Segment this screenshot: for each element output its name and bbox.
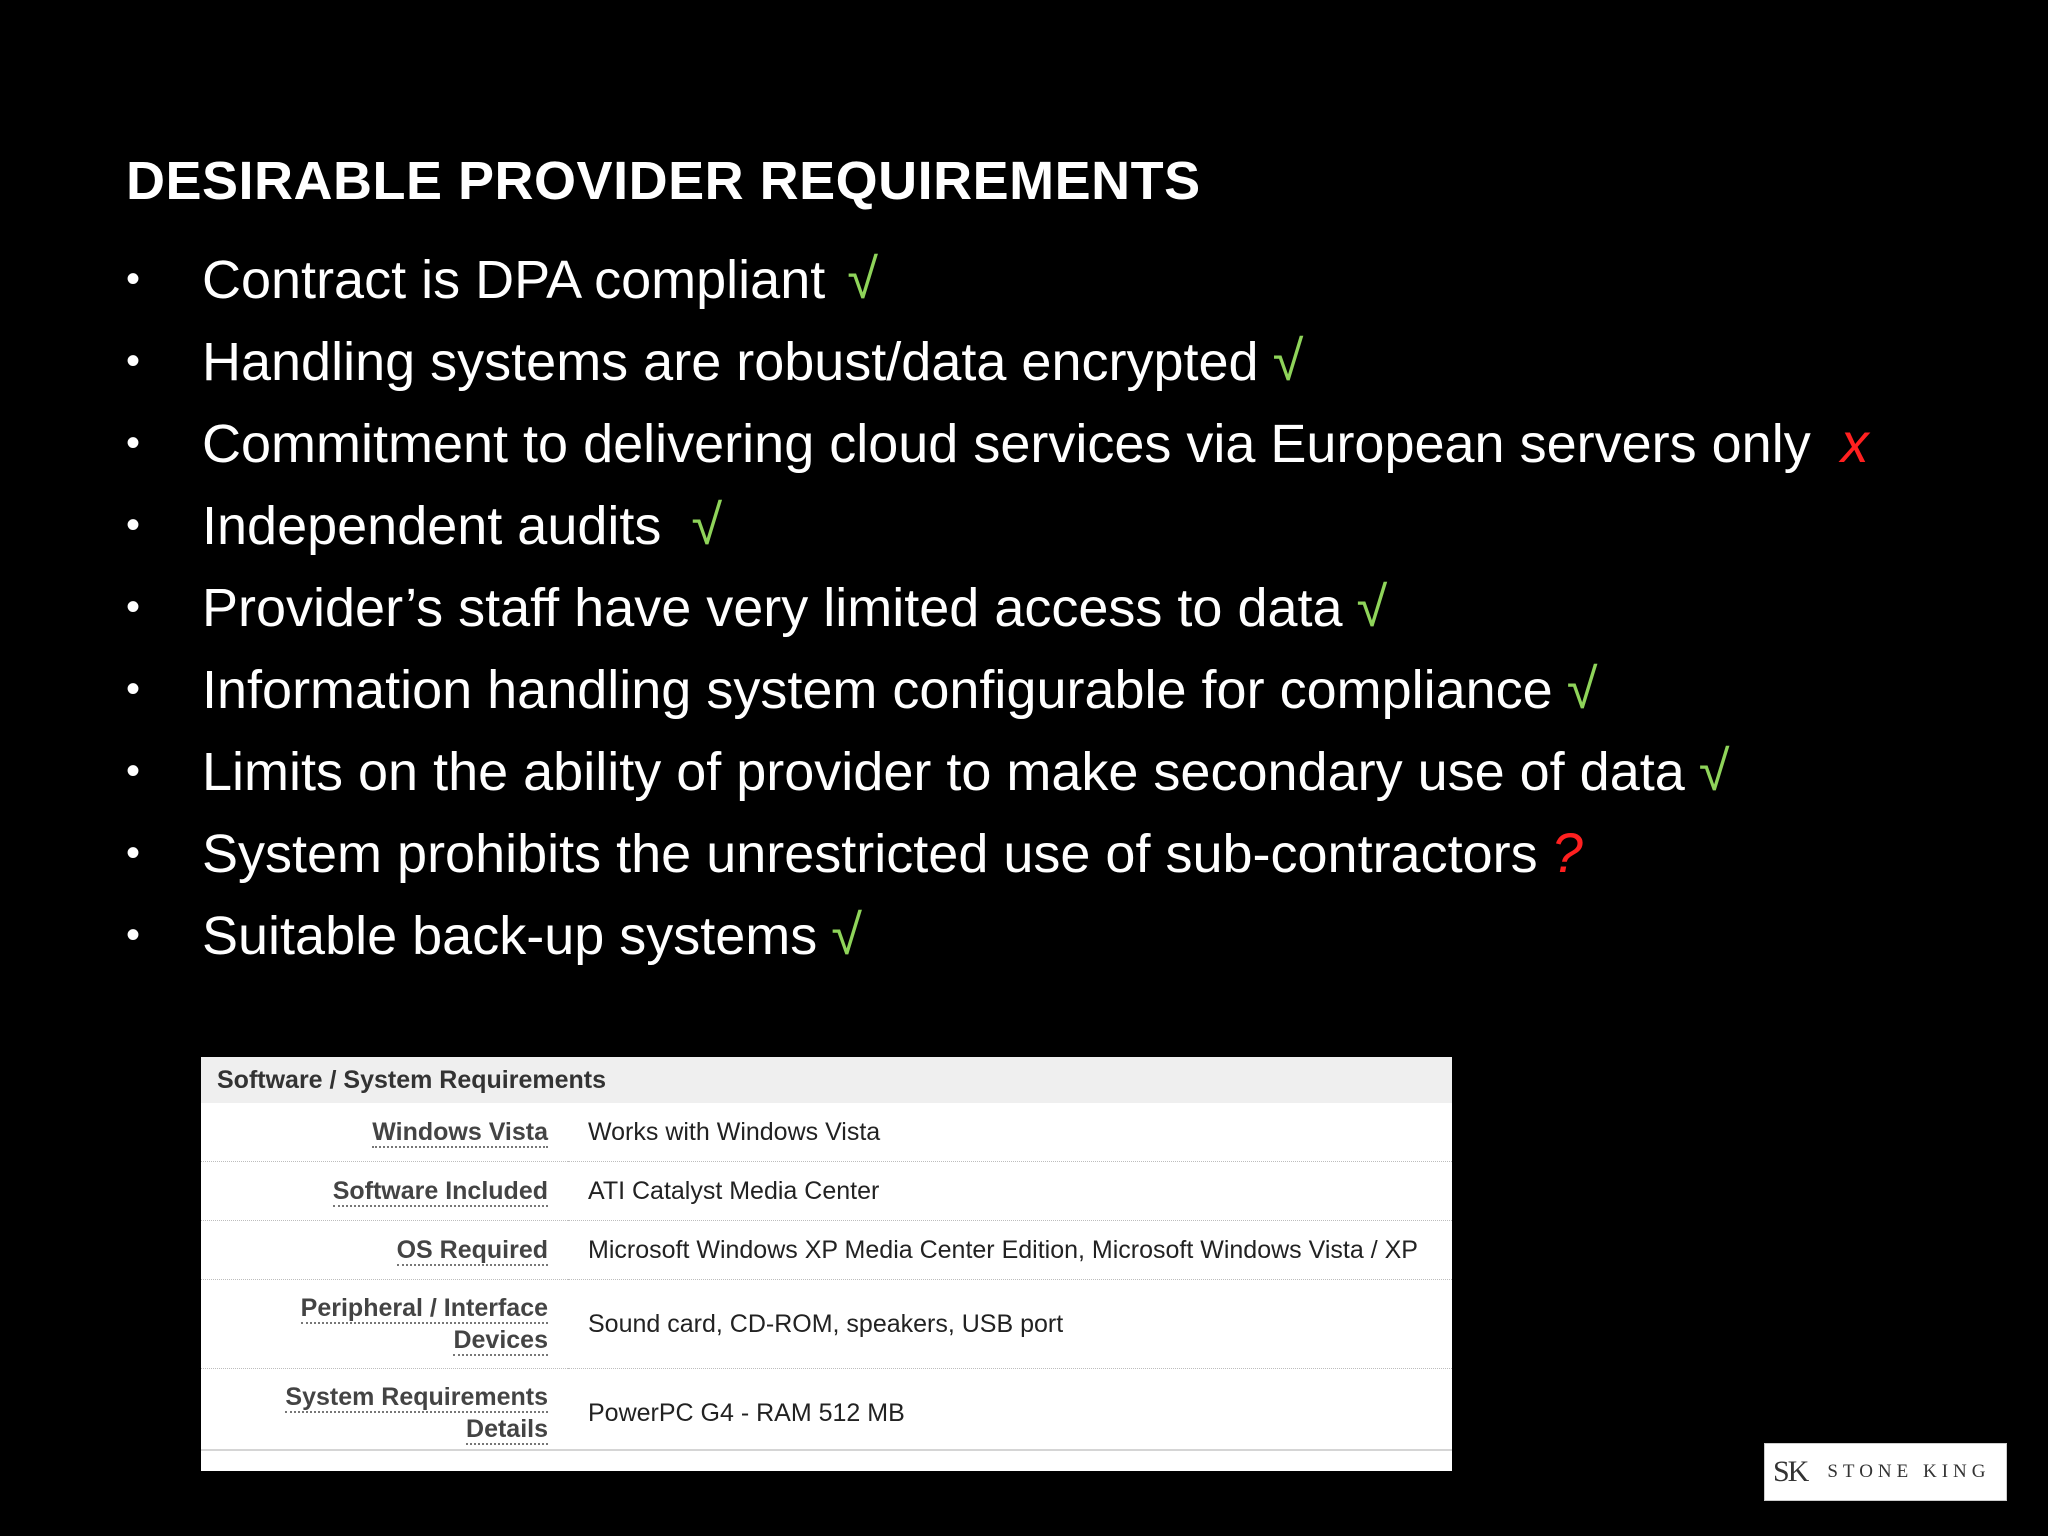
stone-king-logo — [1764, 1443, 2007, 1501]
spec-value: Sound card, CD-ROM, speakers, USB port — [568, 1280, 1452, 1369]
requirement-text: Limits on the ability of provider to make secondary use of data √ — [202, 730, 1730, 813]
slide-title: DESIRABLE PROVIDER REQUIREMENTS — [126, 151, 1201, 211]
bullet-icon: • — [126, 503, 141, 547]
requirement-text: Information handling system configurable for compliance √ — [202, 648, 1597, 731]
bullet-icon: • — [126, 421, 141, 465]
check-mark-icon: √ — [1356, 575, 1388, 638]
cross-mark-icon: x — [1840, 411, 1869, 474]
table-row — [201, 1221, 1452, 1280]
bullet-icon: • — [126, 339, 141, 383]
spec-label[interactable]: OS Required — [396, 1236, 548, 1264]
question-mark-icon: ? — [1551, 821, 1583, 884]
requirement-text: Commitment to delivering cloud services via European servers only x — [202, 402, 1869, 485]
panel-footer — [201, 1449, 1452, 1471]
check-mark-icon: √ — [1272, 329, 1304, 392]
check-mark-icon: √ — [691, 493, 723, 556]
table-row — [201, 1103, 1452, 1162]
spec-label[interactable]: Windows Vista — [372, 1118, 548, 1146]
logo-wordmark: STONE KING — [1827, 1461, 1991, 1482]
spec-value: Works with Windows Vista — [568, 1103, 1452, 1162]
spec-value: ATI Catalyst Media Center — [568, 1162, 1452, 1221]
sk-monogram-icon: SK — [1773, 1455, 1808, 1488]
check-mark-icon: √ — [1698, 739, 1730, 802]
spec-label[interactable]: Details — [466, 1415, 548, 1443]
system-requirements-screenshot — [201, 1057, 1452, 1471]
bullet-icon: • — [126, 831, 141, 875]
spec-value: PowerPC G4 - RAM 512 MB — [568, 1369, 1452, 1458]
spec-label[interactable]: System Requirements — [285, 1383, 548, 1411]
spec-panel-header: Software / System Requirements — [201, 1057, 1452, 1103]
spec-table — [201, 1103, 1452, 1458]
requirement-text: Contract is DPA compliant √ — [202, 238, 878, 321]
bullet-icon: • — [126, 913, 141, 957]
table-row — [201, 1162, 1452, 1221]
check-mark-icon: √ — [831, 903, 863, 966]
check-mark-icon: √ — [847, 247, 878, 310]
bullet-icon: • — [126, 749, 141, 793]
bullet-icon: • — [126, 585, 141, 629]
bullet-icon: • — [126, 667, 141, 711]
requirement-text: System prohibits the unrestricted use of sub-contractors ? — [202, 812, 1583, 895]
requirement-text: Suitable back-up systems √ — [202, 894, 862, 977]
bullet-icon: • — [126, 257, 141, 301]
requirement-text: Provider’s staff have very limited access to data √ — [202, 566, 1387, 649]
table-row — [201, 1280, 1452, 1369]
requirement-text: Handling systems are robust/data encrypted √ — [202, 320, 1303, 403]
table-row — [201, 1369, 1452, 1458]
spec-label[interactable]: Peripheral / Interface — [300, 1294, 548, 1322]
spec-value: Microsoft Windows XP Media Center Edition, Microsoft Windows Vista / XP — [568, 1221, 1452, 1280]
spec-label[interactable]: Software Included — [332, 1177, 548, 1205]
check-mark-icon: √ — [1566, 657, 1598, 720]
requirement-text: Independent audits √ — [202, 484, 722, 567]
spec-label[interactable]: Devices — [453, 1326, 548, 1354]
